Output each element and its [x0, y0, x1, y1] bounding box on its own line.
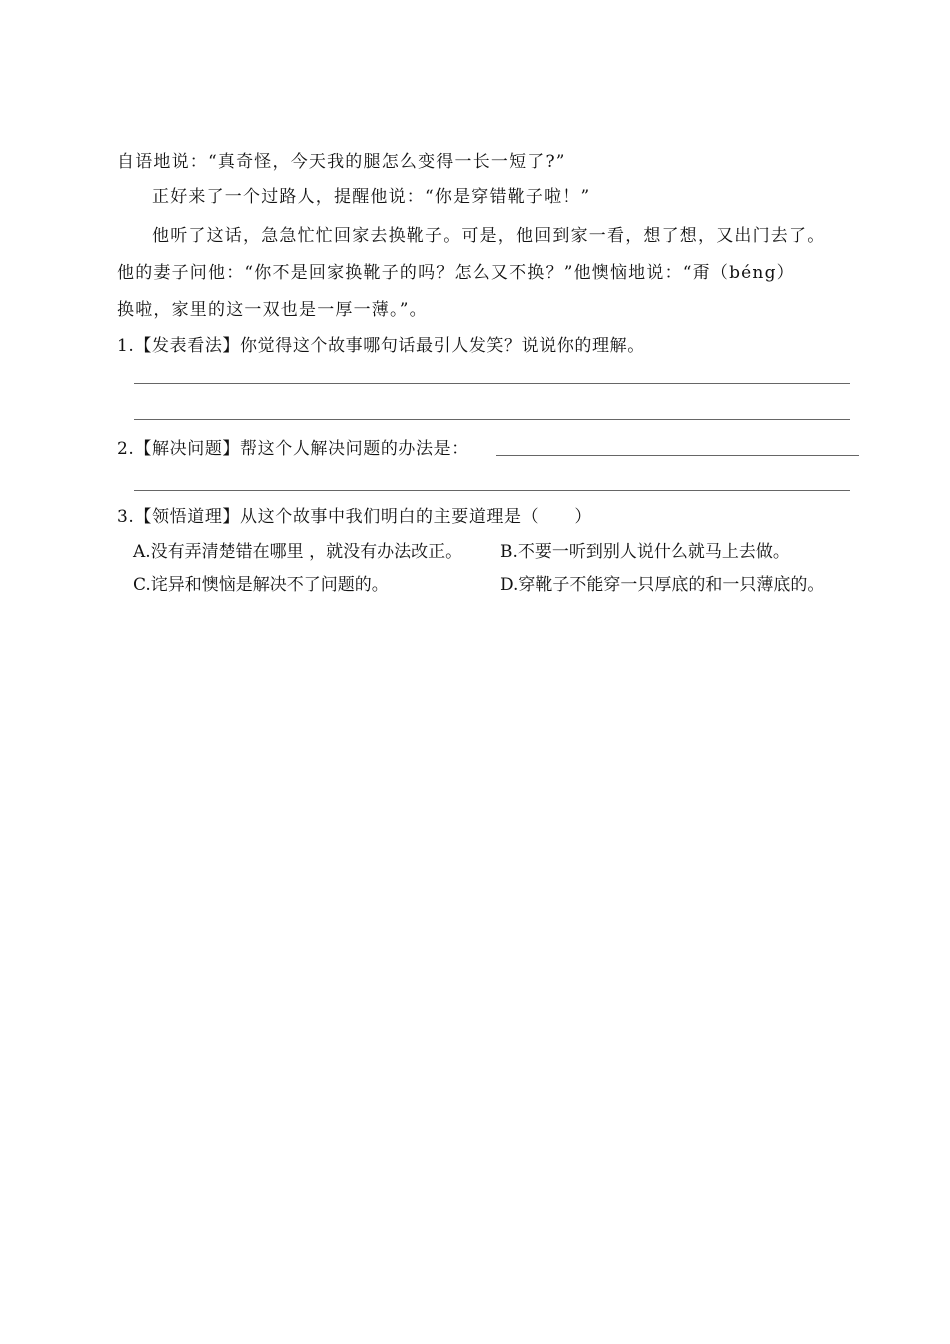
question-2-prompt: 2.【解决问题】帮这个人解决问题的办法是：: [117, 439, 469, 459]
question-3-option-c[interactable]: C.诧异和懊恼是解决不了问题的。: [133, 575, 389, 595]
question-3-option-b[interactable]: B.不要一听到别人说什么就马上去做。: [500, 542, 790, 562]
question-2-answer-line-2[interactable]: [134, 490, 850, 491]
passage-line-2: 正好来了一个过路人，提醒他说：“你是穿错靴子啦！”: [152, 187, 591, 207]
passage-line-5: 换啦，家里的这一双也是一厚一薄。”。: [117, 300, 428, 320]
passage-line-4: 他的妻子问他：“你不是回家换靴子的吗？怎么又不换？”他懊恼地说：“甭（béng）: [117, 263, 795, 283]
question-3-option-d[interactable]: D.穿靴子不能穿一只厚底的和一只薄底的。: [500, 575, 825, 595]
passage-line-1: 自语地说：“真奇怪，今天我的腿怎么变得一长一短了?”: [117, 152, 566, 172]
question-1-prompt: 1.【发表看法】你觉得这个故事哪句话最引人发笑？说说你的理解。: [117, 336, 645, 356]
question-3-prompt: 3.【领悟道理】从这个故事中我们明白的主要道理是（ ）: [117, 507, 593, 527]
question-1-answer-line-1[interactable]: [134, 383, 850, 384]
question-3-option-a[interactable]: A.没有弄清楚错在哪里 ，就没有办法改正。: [133, 542, 463, 562]
passage-line-3: 他听了这话，急急忙忙回家去换靴子。可是，他回到家一看，想了想，又出门去了。: [152, 226, 826, 246]
question-2-answer-line-inline[interactable]: [496, 455, 859, 456]
question-1-answer-line-2[interactable]: [134, 419, 850, 420]
